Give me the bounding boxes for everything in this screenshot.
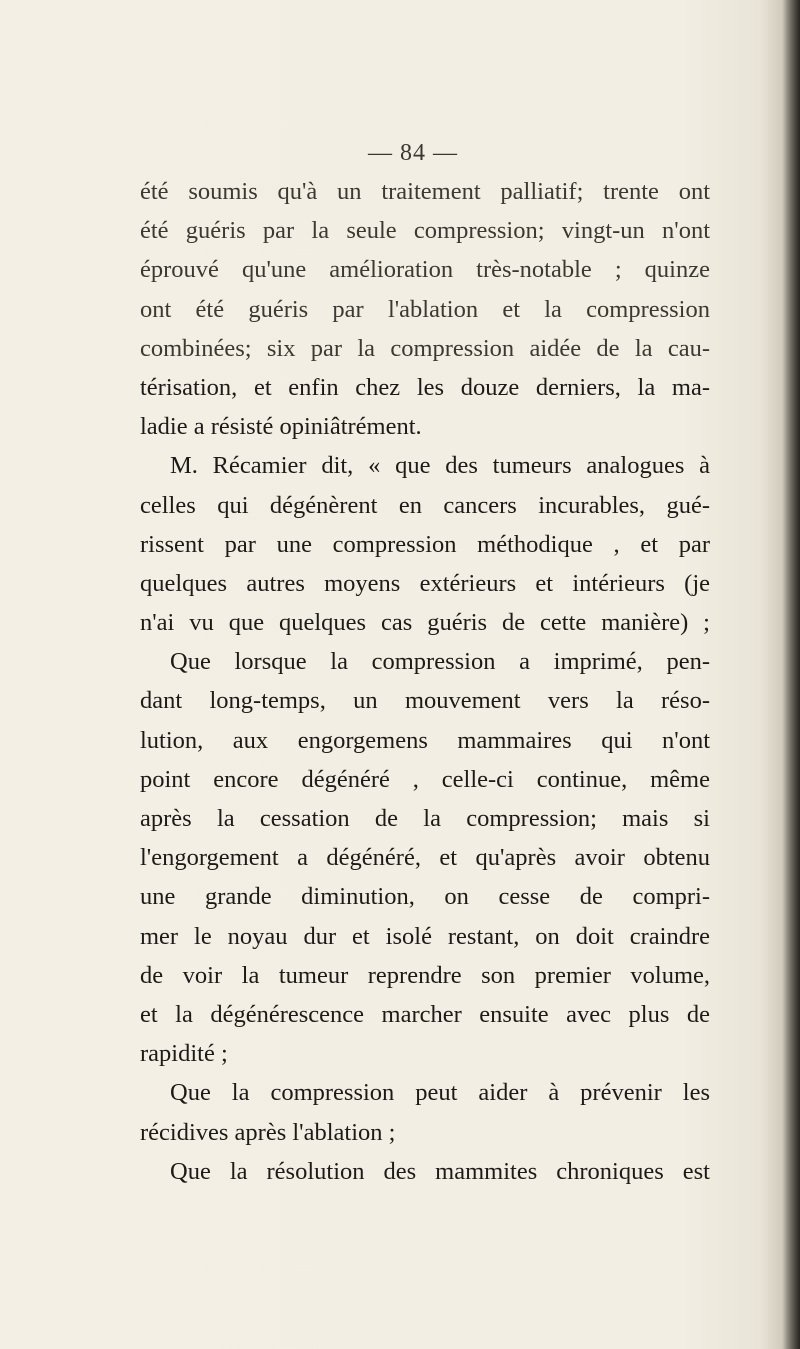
text-line: dant long-temps, un mouvement vers la réso- [140, 687, 710, 715]
text-line: n'ai vu que quelques cas guéris de cette manière) ; [140, 609, 710, 637]
text-line: quelques autres moyens extérieurs et intérieurs (je [140, 569, 710, 597]
body-text [140, 172, 710, 1191]
text-line: rapidité ; [140, 1040, 228, 1068]
page-number: — 84 — [368, 140, 458, 166]
text-line: après la cessation de la compression; mais si [140, 805, 710, 832]
text-line: l'engorgement a dégénéré, et qu'après avoir obtenu [140, 844, 710, 872]
text-line: rissent par une compression méthodique , et par [140, 530, 710, 558]
text-line: de voir la tumeur reprendre son premier volume, [140, 961, 710, 989]
text-line: térisation, et enfin chez les douze derniers, la ma- [140, 373, 710, 401]
text-line: été guéris par la seule compression; vingt-un n'ont [140, 217, 710, 245]
paragraph-start-line: M. Récamier dit, « que des tumeurs analogues à [170, 452, 710, 480]
text-line: lution, aux engorgemens mammaires qui n'ont [140, 726, 710, 754]
book-spine-shadow [782, 0, 800, 1349]
paragraph-start-line: Que la résolution des mammites chroniques est [170, 1157, 710, 1185]
paragraph-start-line: Que la compression peut aider à prévenir les [170, 1079, 710, 1107]
text-line: combinées; six par la compression aidée de la cau- [140, 334, 710, 362]
text-line: éprouvé qu'une amélioration très-notable ; quinze [140, 256, 710, 284]
text-line: récidives après l'ablation ; [140, 1118, 396, 1146]
text-line: mer le noyau dur et isolé restant, on doit craindre [140, 922, 710, 950]
text-line: point encore dégénéré , celle-ci continue, même [140, 765, 710, 793]
text-line: celles qui dégénèrent en cancers incurables, gué- [140, 491, 710, 519]
text-line: une grande diminution, on cesse de compri- [140, 883, 710, 911]
paragraph-start-line: Que lorsque la compression a imprimé, pen- [170, 648, 710, 676]
text-line: ladie a résisté opiniâtrément. [140, 413, 422, 441]
text-line: été soumis qu'à un traitement palliatif; trente ont [140, 178, 710, 205]
text-line: ont été guéris par l'ablation et la compression [140, 295, 710, 323]
text-line: et la dégénérescence marcher ensuite avec plus de [140, 1000, 710, 1028]
